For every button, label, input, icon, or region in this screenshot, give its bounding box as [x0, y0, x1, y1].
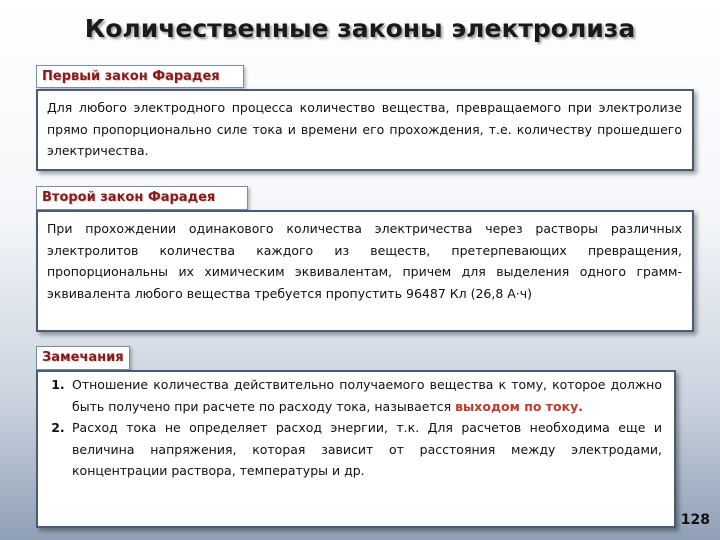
law1-text: Для любого электродного процесса количество вещества, превращаемого при электролизе прямо пропорционально силе тока и времени его прохождения, т.е. количеству прошедшего электричества.	[47, 100, 682, 158]
law1-box	[36, 89, 694, 171]
notes-box	[36, 370, 676, 528]
page-number: 128	[680, 512, 710, 528]
law1-label: Первый закон Фарадея	[36, 65, 244, 88]
note-2-text: Расход тока не определяет расход энергии, т.к. Для расчетов необходима еще и величина напряжения, которая зависит от расстояния между электродами, концентрации раствора, температуры и др.	[72, 420, 662, 478]
law2-label: Второй закон Фарадея	[36, 186, 248, 210]
law2-box	[36, 210, 694, 332]
notes-list	[47, 374, 662, 482]
slide-title: Количественные законы электролиза	[84, 14, 636, 43]
note-item-1	[69, 374, 662, 417]
note-item-2	[69, 417, 662, 482]
note-1-highlight: выходом по току.	[455, 398, 583, 414]
notes-label: Замечания	[36, 346, 130, 370]
note-1-text: Отношение количества действительно получаемого вещества к тому, которое должно быть получено при расчете по расходу тока, называется	[72, 377, 662, 414]
law2-text: При прохождении одинакового количества электричества через растворы различных электролитов количества каждого из веществ, претерпевающих превращения, пропорциональны их химическим эквивалентам, причем для выделения одного грамм-эквивалента любого вещества требуется пропустить 96487 Кл (26,8 А·ч)	[47, 221, 682, 301]
